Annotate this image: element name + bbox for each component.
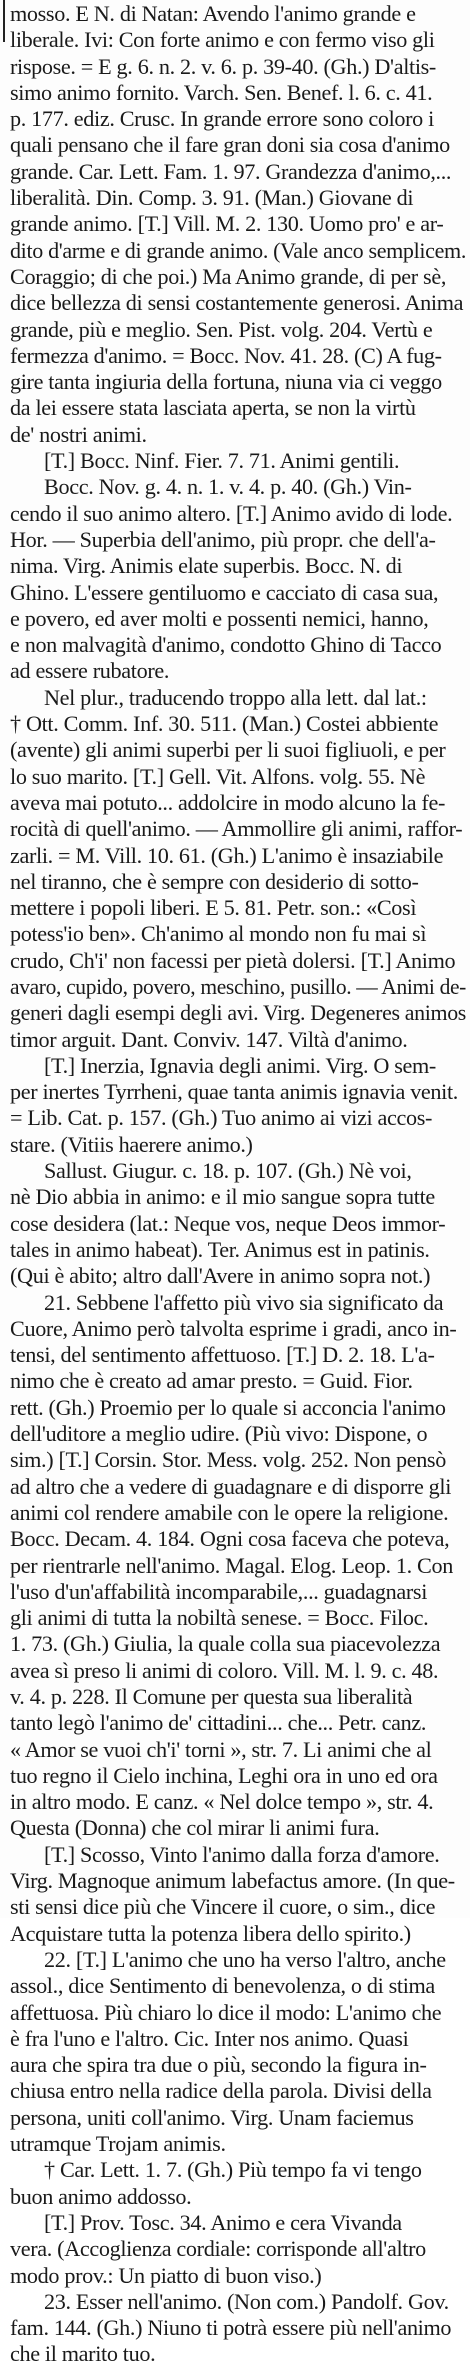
text-line: gli animi di tutta la nobiltà senese. = Bocc. Filoc.	[10, 1605, 429, 1631]
text-line: de' nostri animi.	[10, 421, 147, 447]
text-line: zarli. = M. Vill. 10. 61. (Gh.) L'animo è insaziabile	[10, 842, 444, 868]
text-line: [T.] Prov. Tosc. 34. Animo e cera Vivanda	[44, 2209, 402, 2235]
text-line: rett. (Gh.) Proemio per lo quale si acconcia l'animo	[10, 1394, 446, 1420]
text-line: gire tanta ingiuria della fortuna, niuna via ci veggo	[10, 369, 442, 395]
text-line: Sallust. Giugur. c. 18. p. 107. (Gh.) Nè voi,	[44, 1158, 412, 1184]
text-line: in altro modo. E canz. « Nel dolce tempo », str. 4.	[10, 1789, 434, 1815]
text-line: nima. Virg. Animis elate superbis. Bocc. N. di	[10, 553, 403, 579]
text-line: assol., dice Sentimento di benevolenza, o di stima	[10, 1973, 435, 1999]
text-line: aveva mai potuto... addolcire in modo alcuno la fe-	[10, 789, 445, 815]
text-line: 21. Sebbene l'affetto più vivo sia significato da	[44, 1289, 444, 1315]
text-line: sim.) [T.] Corsin. Stor. Mess. volg. 252. Non pensò	[10, 1447, 446, 1473]
text-line: ad altro che a vedere di guadagnare e di disporre gli	[10, 1473, 452, 1499]
text-line: avaro, cupido, povero, meschino, pusillo. — Animi de-	[10, 973, 466, 999]
text-line: cose desidera (lat.: Neque vos, neque Deos immor-	[10, 1210, 446, 1236]
text-line: rispose. = E g. 6. n. 2. v. 6. p. 39-40. (Gh.) D'altis-	[10, 53, 436, 79]
text-line: liberale. Ivi: Con forte animo e con fermo viso gli	[10, 27, 435, 53]
text-line: v. 4. p. 228. Il Comune per questa sua liberalità	[10, 1684, 413, 1709]
text-line: † Car. Lett. 1. 7. (Gh.) Più tempo fa vi tengo	[44, 2157, 422, 2183]
text-line: per rientrarle nell'animo. Magal. Elog. Leop. 1. Con	[10, 1552, 453, 1578]
text-line: 22. [T.] L'animo che uno ha verso l'altro, anche	[44, 1946, 446, 1972]
text-line: liberalità. Din. Comp. 3. 91. (Man.) Giovane di	[10, 185, 414, 211]
text-line: Nel plur., traducendo troppo alla lett. dal lat.:	[44, 684, 427, 710]
text-line: Acquistare tutta la potenza libera dello spirito.)	[10, 1920, 411, 1946]
text-line: 1. 73. (Gh.) Giulia, la quale colla sua piacevolezza	[10, 1631, 441, 1657]
text-line: vera. (Accoglienza cordiale: corrisponde all'altro	[10, 2236, 426, 2262]
text-line: p. 177. ediz. Crusc. In grande errore sono coloro i	[10, 106, 434, 132]
text-line: Bocc. Nov. g. 4. n. 1. v. 4. p. 40. (Gh.) Vin-	[44, 474, 412, 500]
text-line: fam. 144. (Gh.) Niuno ti potrà essere più nell'animo	[10, 2315, 452, 2341]
text-line: Hor. — Superbia dell'animo, più propr. che dell'a-	[10, 526, 436, 552]
text-line: quali pensano che il fare gran doni sia cosa d'animo	[10, 132, 450, 158]
text-line: mosso. E N. di Natan: Avendo l'animo grande e	[10, 1, 416, 26]
text-line: per inertes Tyrrheni, quae tanta animis ignavia venit.	[10, 1079, 459, 1105]
text-line: da lei essere stata lasciata aperta, se non la virtù	[10, 395, 416, 421]
text-line: chiusa entro nella radice della parola. Divisi della	[10, 2078, 432, 2104]
text-line: tuo regno il Cielo inchina, Leghi ora in uno ed ora	[10, 1762, 438, 1788]
text-line: animi col rendere amabile con le opere la religione.	[10, 1499, 449, 1525]
text-line: che il marito tuo.	[10, 2341, 156, 2367]
text-line: ad essere rubatore.	[10, 658, 170, 684]
text-line: nimo che è creato ad amar presto. = Guid. Fior.	[10, 1368, 413, 1394]
text-line: cendo il suo animo altero. [T.] Animo avido di lode.	[10, 500, 453, 526]
text-line: buon animo addosso.	[10, 2183, 192, 2209]
text-line: Ghino. L'essere gentiluomo e cacciato di casa sua,	[10, 579, 439, 605]
text-line: è fra l'uno e l'altro. Cic. Inter nos animo. Quasi	[10, 2025, 409, 2051]
text-line: aura che spira tra due o più, secondo la figura in-	[10, 2052, 427, 2078]
text-line: nè Dio abbia in animo: e il mio sangue sopra tutte	[10, 1184, 435, 1210]
text-line: Cuore, Animo però talvolta esprime i gradi, anco in-	[10, 1315, 457, 1341]
text-line: grande, più e meglio. Sen. Pist. volg. 204. Vertù e	[10, 316, 433, 342]
text-line: rocità di quell'animo. — Ammollire gli animi, raffor-	[10, 816, 463, 842]
text-line: [T.] Inerzia, Ignavia degli animi. Virg. O sem-	[44, 1052, 436, 1078]
text-line: timor arguit. Dant. Conviv. 147. Viltà d'animo.	[10, 1026, 408, 1052]
text-line: dice bellezza di sensi costantemente generosi. Anima	[10, 290, 464, 316]
text-line: simo animo fornito. Varch. Sen. Benef. l. 6. c. 41.	[10, 79, 433, 105]
text-line: tanto legò l'animo de' cittadini... che... Petr. canz.	[10, 1710, 427, 1736]
dictionary-column	[10, 1, 466, 2368]
text-line: Virg. Magnoque animum labefactus amore. (In que-	[10, 1868, 455, 1894]
text-line: lo suo marito. [T.] Gell. Vit. Alfons. volg. 55. Nè	[10, 763, 426, 789]
text-line: mettere i popoli liberi. E 5. 81. Petr. son.: «Così	[10, 895, 417, 921]
text-line: crudo, Ch'i' non facessi per pietà dolersi. [T.] Animo	[10, 947, 456, 973]
text-line: Coraggio; di che poi.) Ma Animo grande, di per sè,	[10, 263, 447, 289]
text-line: e povero, ed aver molti e possenti nemici, hanno,	[10, 605, 429, 631]
text-line: tensi, del sentimento affettuoso. [T.] D. 2. 18. L'a-	[10, 1342, 435, 1368]
text-line: [T.] Scosso, Vinto l'animo dalla forza d'amore.	[44, 1841, 440, 1867]
text-line: potess'io ben». Ch'animo al mondo non fu mai sì	[10, 921, 427, 947]
text-line: persona, uniti coll'animo. Virg. Unam faciemus	[10, 2104, 414, 2130]
text-line: fermezza d'animo. = Bocc. Nov. 41. 28. (C) A fug-	[10, 342, 442, 368]
text-line: utramque Trojam animis.	[10, 2131, 226, 2157]
text-line: dito d'arme e di grande animo. (Vale anco semplicem.	[10, 237, 466, 263]
text-line: generi dagli esempi degli avi. Virg. Degeneres animos	[10, 1000, 466, 1026]
margin-rule	[3, 0, 5, 42]
text-line: modo prov.: Un piatto di buon viso.)	[10, 2262, 322, 2288]
text-line: « Amor se vuoi ch'i' torni », str. 7. Li animi che al	[10, 1736, 432, 1762]
text-line: stare. (Vitiis haerere animo.)	[10, 1131, 253, 1157]
text-line: affettuosa. Più chiaro lo dice il modo: L'animo che	[10, 1999, 442, 2025]
text-line: l'uso d'un'affabilità incomparabile,... guadagnarsi	[10, 1578, 428, 1604]
text-line: [T.] Bocc. Ninf. Fier. 7. 71. Animi gentili.	[44, 448, 400, 474]
text-line: grande. Car. Lett. Fam. 1. 97. Grandezza d'animo,...	[10, 158, 452, 184]
text-line: sti sensi dice più che Vincere il cuore, o sim., dice	[10, 1894, 436, 1920]
text-line: Bocc. Decam. 4. 184. Ogni cosa faceva che poteva,	[10, 1526, 450, 1552]
text-line: † Ott. Comm. Inf. 30. 511. (Man.) Costei abbiente	[10, 711, 439, 737]
text-line: 23. Esser nell'animo. (Non com.) Pandolf. Gov.	[44, 2288, 449, 2314]
text-line: avea sì preso li animi di coloro. Vill. M. l. 9. c. 48.	[10, 1657, 439, 1683]
text-line: Questa (Donna) che col mirar li animi fura.	[10, 1815, 380, 1841]
text-line: tales in animo habeat). Ter. Animus est in patinis.	[10, 1236, 430, 1262]
text-line: e non malvagità d'animo, condotto Ghino di Tacco	[10, 632, 442, 658]
text-line: dell'uditore a meglio udire. (Più vivo: Dispone, o	[10, 1421, 428, 1447]
text-line: (Qui è abito; altro dall'Avere in animo sopra not.)	[10, 1263, 431, 1289]
text-line: nel tiranno, che è sempre con desiderio di sotto-	[10, 868, 419, 894]
text-line: grande animo. [T.] Vill. M. 2. 130. Uomo pro' e ar-	[10, 211, 444, 237]
text-line: (avente) gli animi superbi per li suoi figliuoli, e per	[10, 737, 446, 763]
text-line: = Lib. Cat. p. 157. (Gh.) Tuo animo ai vizi accos-	[10, 1105, 433, 1131]
